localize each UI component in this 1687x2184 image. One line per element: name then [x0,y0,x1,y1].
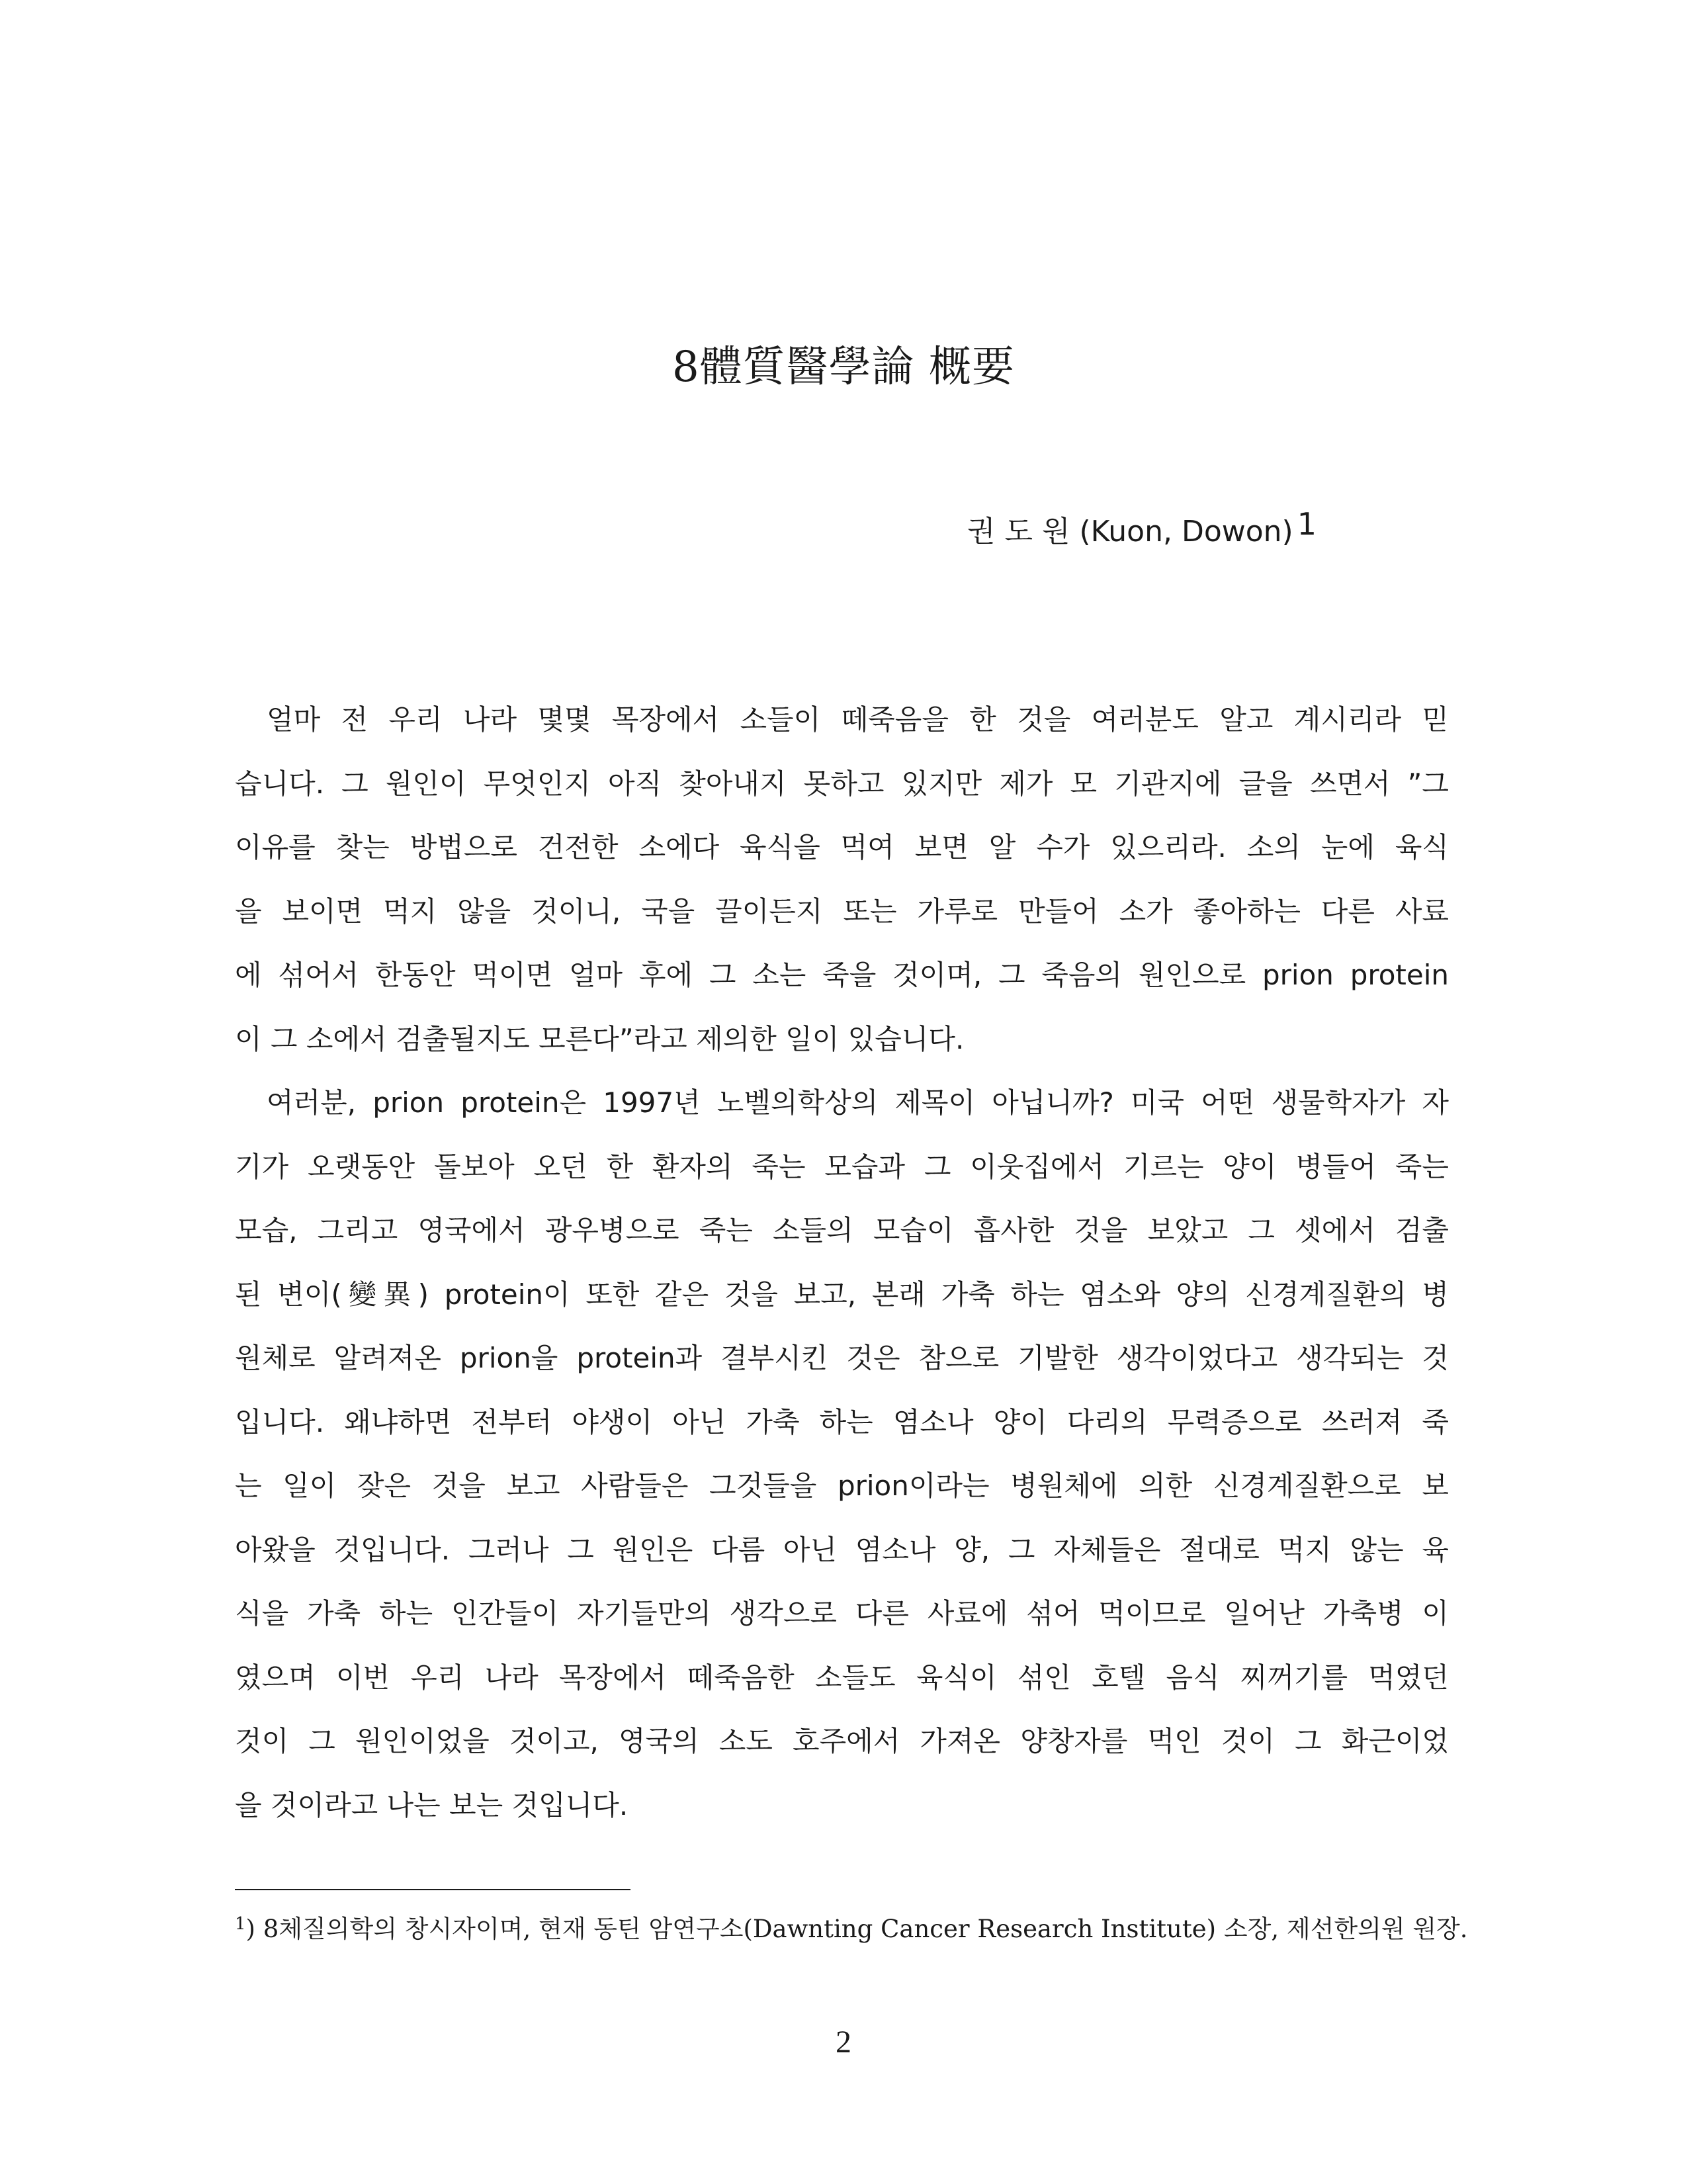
page-number: 2 [836,2025,851,2060]
paragraph-line: 이유를 찾는 방법으로 건전한 소에다 육식을 먹여 보면 알 수가 있으리라. 소의 눈에 육식 [235,831,1449,863]
paragraph-line: 을 것이라고 나는 보는 것입니다. [235,1788,628,1821]
paragraph-line: 식을 가축 하는 인간들이 자기들만의 생각으로 다른 사료에 섞어 먹이므로 일어난 가축병 이 [235,1597,1449,1630]
paragraph-line: 입니다. 왜냐하면 전부터 야생이 아닌 가축 하는 염소나 양이 다리의 무력증으로 쓰러져 죽 [235,1405,1449,1438]
paragraph-line: 는 일이 잦은 것을 보고 사람들은 그것들을 prion이라는 병원체에 의한 신경계질환으로 보 [235,1469,1449,1502]
footnote-text: ) 8체질의학의 창시자이며, 현재 동틴 암연구소(Dawnting Cancer Research Institute) 소장, 제선한의원 원장. [245,1915,1468,1943]
paragraph-line: 원체로 알려져온 prion을 protein과 결부시킨 것은 참으로 기발한 생각이었다고 생각되는 것 [235,1342,1449,1374]
footnote-marker: 1 [235,1914,246,1934]
paragraph-1 [235,688,1449,1071]
paragraph-line: 습니다. 그 원인이 무엇인지 아직 찾아내지 못하고 있지만 제가 모 기관지에 글을 쓰면서 ”그 [235,767,1449,800]
paragraph-line: 것이 그 원인이었을 것이고, 영국의 소도 호주에서 가져온 양창자를 먹인 것이 그 화근이었 [235,1725,1449,1757]
paragraph-line: 였으며 이번 우리 나라 목장에서 떼죽음한 소들도 육식이 섞인 호텔 음식 찌꺼기를 먹였던 [235,1661,1449,1694]
footnote-separator [235,1889,630,1890]
paragraph-line: 아왔을 것입니다. 그러나 그 원인은 다름 아닌 염소나 양, 그 자체들은 절대로 먹지 않는 육 [235,1533,1449,1566]
paragraph-line: 모습, 그리고 영국에서 광우병으로 죽는 소들의 모습이 흡사한 것을 보았고 그 셋에서 검출 [235,1214,1449,1246]
paragraph-line: 에 섞어서 한동안 먹이면 얼마 후에 그 소는 죽을 것이며, 그 죽음의 원인으로 prion protein [235,959,1449,991]
paragraph-line: 을 보이면 먹지 않을 것이니, 국을 끌이든지 또는 가루로 만들어 소가 좋아하는 다른 사료 [235,895,1449,928]
paragraph-line: 이 그 소에서 검출될지도 모른다”라고 제의한 일이 있습니다. [235,1022,965,1055]
paragraph-2 [235,1071,1449,1837]
paragraph-line: 여러분, prion protein은 1997년 노벨의학상의 제목이 아닙니까? 미국 어떤 생물학자가 자 [267,1086,1449,1119]
document-title: 8體質醫學論 概要 [671,343,1016,392]
paragraph-line: 기가 오랫동안 돌보아 오던 한 환자의 죽는 모습과 그 이웃집에서 기르는 양이 병들어 죽는 [235,1150,1449,1183]
author-footnote-ref: 1 [1297,506,1317,542]
paragraph-line: 얼마 전 우리 나라 몇몇 목장에서 소들이 떼죽음을 한 것을 여러분도 알고 계시리라 믿 [267,703,1449,736]
author-name: 권 도 원 (Kuon, Dowon) [967,515,1293,548]
author-line [967,498,1317,558]
footnote [235,1904,1468,1949]
paragraph-line: 된 변이(變異) protein이 또한 같은 것을 보고, 본래 가축 하는 염소와 양의 신경계질환의 병 [235,1278,1449,1311]
